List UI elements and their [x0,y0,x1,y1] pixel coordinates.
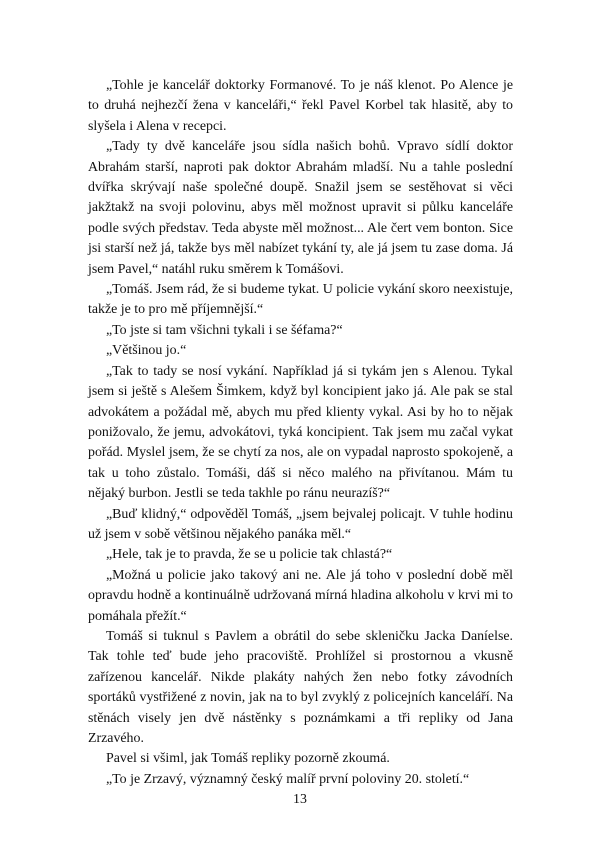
body-text [88,76,513,790]
paragraph: „Většinou jo.“ [106,343,187,359]
paragraph: „Tomáš. Jsem rád, že si budeme tykat. U policie vykání skoro neexistuje, takže je to pro mě příjemnější.“ [88,282,513,318]
paragraph: „To jste si tam všichni tykali i se šéfama?“ [106,322,343,338]
page-number: 13 [293,792,307,807]
paragraph: „Hele, tak je to pravda, že se u policie tak chlastá?“ [106,547,393,563]
paragraph: „Tohle je kancelář doktorky Formanové. To je náš klenot. Po Alence je to druhá nejhezčí žena v kanceláři,“ řekl Pavel Korbel tak hlasitě, aby to slyšela i Alena v recepci. [88,78,513,134]
paragraph: Pavel si všiml, jak Tomáš repliky pozorně zkoumá. [106,751,390,767]
paragraph: Tomáš si tuknul s Pavlem a obrátil do sebe skleničku Jacka Daníelse. Tak tohle teď bude jeho pracoviště. Prohlížel si prostornou a vkusně zařízenou kancelář. Nikde plakáty nahých žen nebo fotky závodních sportáků vystřižené z novin, jak na to byl zvyklý z policejních kanceláří. Na stěnách visely jen dvě nástěnky s poznámkami a tři repliky od Jana Zrzavého. [88,628,513,746]
paragraph: „Tak to tady se nosí vykání. Například já si tykám jen s Alenou. Tykal jsem si ještě s Alešem Šimkem, když byl koncipient jako já. Ale pak se stal advokátem a požádal mě, abych mu před klienty vykal. Asi by ho to nějak ponižovalo, že jemu, advokátovi, tyká koncipient. Tak jsem mu začal vykat pořád. Myslel jsem, že se chytí za nos, ale on vypadal naprosto spokojeně, a tak u toho zůstalo. Tomáši, dáš si něco malého na přivítanou. Mám tu nějaký burbon. Jestli se teda takhle po ránu neurazíš?“ [88,363,513,502]
paragraph: „Možná u policie jako takový ani ne. Ale já toho v poslední době měl opravdu hodně a kontinuálně udržovaná mírná hladina alkoholu v krvi mi to pomáhala přežít.“ [88,567,513,624]
paragraph: „Tady ty dvě kanceláře jsou sídla našich bohů. Vpravo sídlí doktor Abrahám starší, naproti pak doktor Abrahám mladší. Nu a tahle poslední dvířka skrývají naše společné doupě. Snažil jsem se sestěhovat si věci jakžtakž na svoji polovinu, abys měl možnost upravit si půlku kanceláře podle svých představ. Teda abyste měl možnost... Ale čert vem bonton. Sice jsi starší než já, takže bys měl nabízet tykání ty, ale já jsem tu zase doma. Já jsem Pavel,“ natáhl ruku směrem k Tomášovi. [88,139,513,277]
paragraph: „To je Zrzavý, významný český malíř první poloviny 20. století.“ [106,771,470,787]
paragraph: „Buď klidný,“ odpověděl Tomáš, „jsem bejvalej policajt. V tuhle hodinu už jsem v sobě většinou nějakého panáka měl.“ [88,506,513,542]
